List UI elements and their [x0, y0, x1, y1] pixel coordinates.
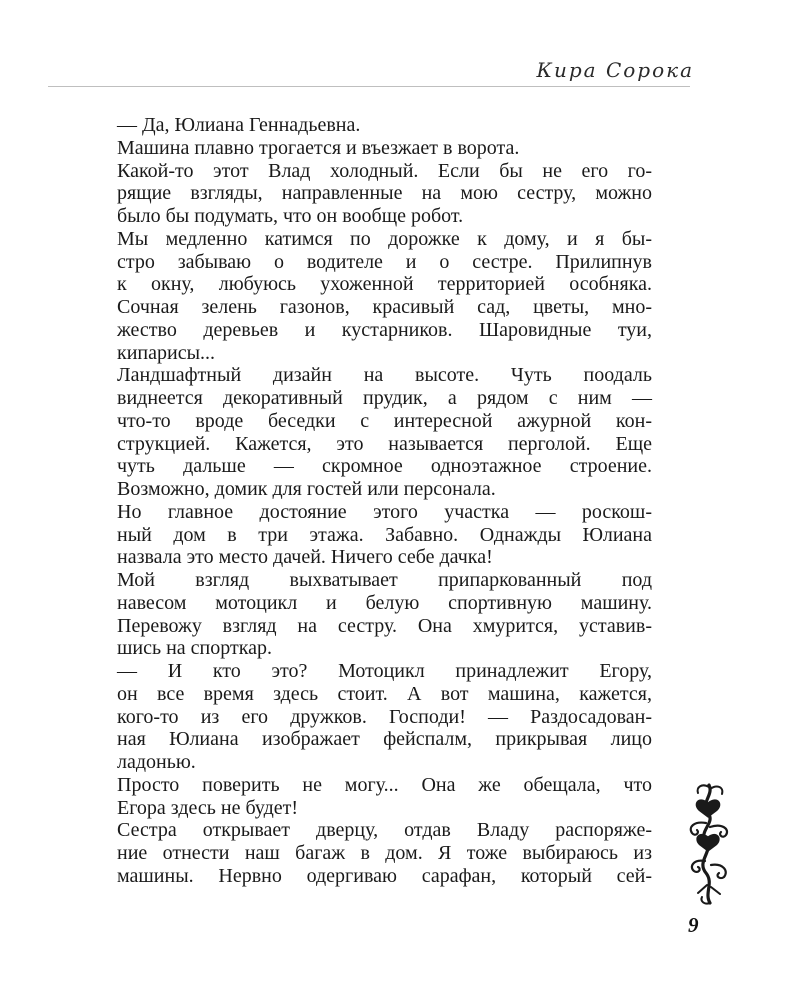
text-line: Машина плавно трогается и въезжает в ворота.: [117, 136, 520, 159]
text-line: Егора здесь не будет!: [117, 796, 299, 819]
text-line: к окну, любуюсь ухоженной территорией особняка.: [117, 273, 652, 296]
text-line: ладонью.: [117, 751, 196, 773]
text-line: Но главное достояние этого участка — роскош-: [117, 500, 652, 523]
text-line: кого-то из его дружков. Господи! — Раздосадован-: [117, 705, 652, 728]
text-line: навесом мотоцикл и белую спортивную машину.: [117, 591, 652, 614]
text-line: ный дом в три этажа. Забавно. Однажды Юлиана: [117, 523, 652, 546]
text-line: Возможно, домик для гостей или персонала.: [117, 478, 496, 500]
text-line: Сестра открывает дверцу, отдав Владу распоряже-: [117, 819, 652, 842]
vine-heart-ornament-icon: [684, 781, 734, 906]
text-line: виднеется декоративный прудик, а рядом с ним —: [117, 387, 652, 409]
text-line: Перевожу взгляд на сестру. Она хмурится, уставив-: [117, 614, 652, 637]
text-line: Какой-то этот Влад холодный. Если бы не его го-: [117, 159, 652, 182]
text-line: ная Юлиана изображает фейспалм, прикрывая лицо: [117, 728, 652, 751]
body-text: [117, 114, 652, 888]
text-line: Ландшафтный дизайн на высоте. Чуть поодаль: [117, 364, 652, 387]
text-line: назвала это место дачей. Ничего себе дачка!: [117, 546, 493, 569]
text-line: Сочная зелень газонов, красивый сад, цветы, мно-: [117, 296, 652, 318]
text-line: он все время здесь стоит. А вот машина, кажется,: [117, 682, 652, 705]
text-line: жество деревьев и кустарников. Шаровидные туи,: [117, 318, 652, 341]
text-line: струкцией. Кажется, это называется перголой. Еще: [117, 432, 652, 455]
header-rule: [48, 86, 690, 87]
text-line: стро забываю о водителе и о сестре. Прилипнув: [117, 250, 652, 273]
text-line: шись на спорткар.: [117, 637, 273, 660]
text-line: ние отнести наш багаж в дом. Я тоже выбираюсь из: [117, 842, 652, 864]
text-line: — Да, Юлиана Геннадьевна.: [117, 114, 361, 136]
page-number: 9: [688, 913, 699, 937]
text-line: чуть дальше — скромное одноэтажное строение.: [117, 455, 652, 478]
text-line: Просто поверить не могу... Она же обещала, что: [117, 773, 652, 796]
text-line: машины. Нервно одергиваю сарафан, который сей-: [117, 864, 652, 887]
text-line: — И кто это? Мотоцикл принадлежит Егору,: [117, 660, 652, 682]
text-line: что-то вроде беседки с интересной ажурной кон-: [117, 409, 652, 432]
text-line: кипарисы...: [117, 341, 216, 364]
text-line: Мы медленно катимся по дорожке к дому, и я бы-: [117, 227, 652, 250]
text-line: рящие взгляды, направленные на мою сестру, можно: [117, 182, 652, 205]
text-line: Мой взгляд выхватывает припаркованный под: [117, 569, 652, 591]
text-line: было бы подумать, что он вообще робот.: [117, 205, 464, 227]
running-head-author: Кира Сорока: [536, 58, 694, 82]
